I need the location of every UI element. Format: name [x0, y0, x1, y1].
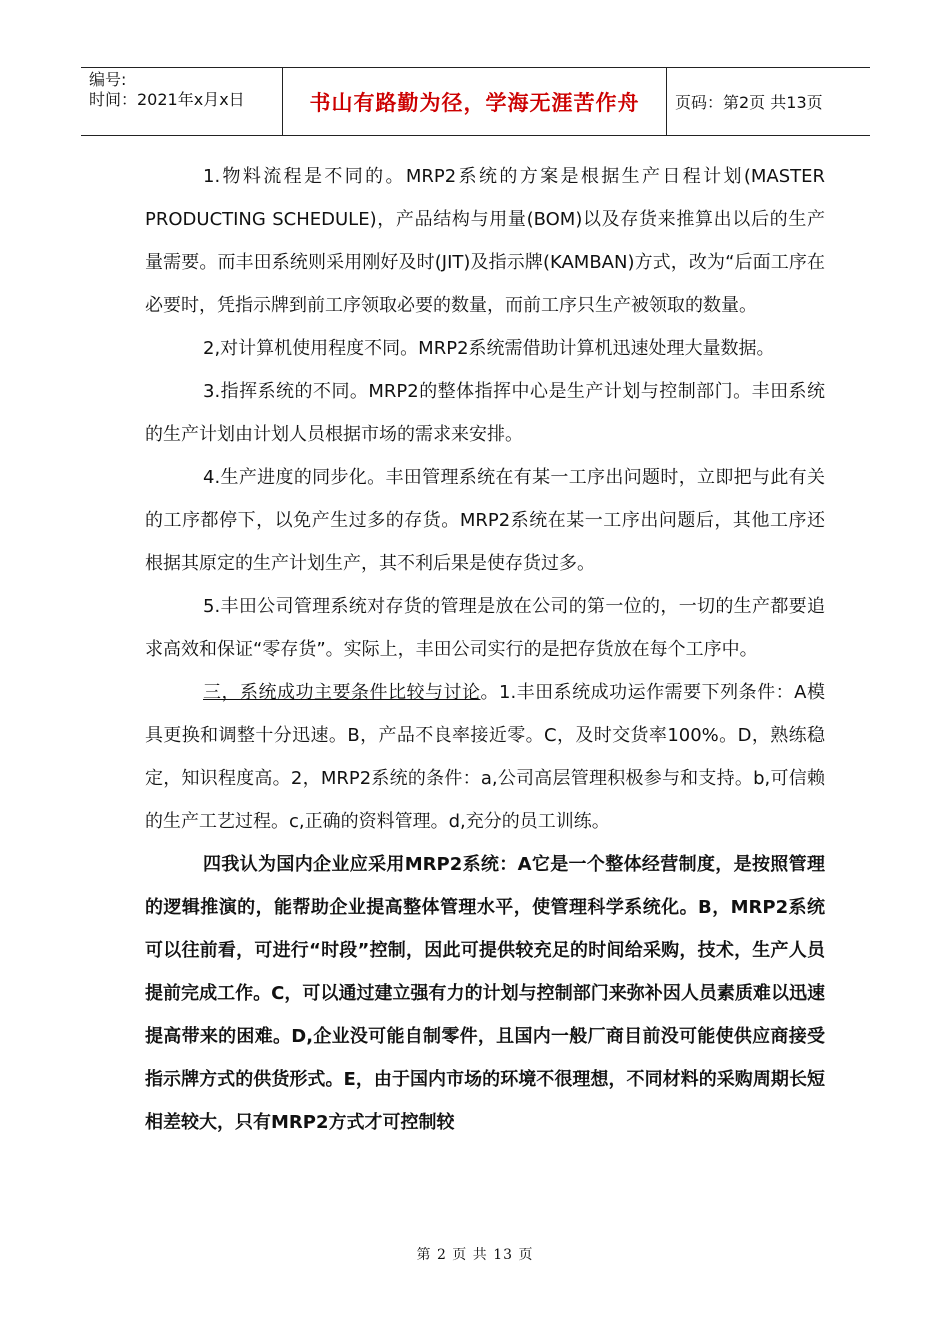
page-footer: 第 2 页 共 13 页 [416, 1247, 534, 1263]
page-indicator: 页码：第2页 共13页 [675, 93, 823, 112]
header-info [81, 68, 282, 135]
section-3-text: 。1.丰田系统成功运作需要下列条件：A模具更换和调整十分迅速。B，产品不良率接近零。C，及时交货率100%。D，熟练稳定，知识程度高。2，MRP2系统的条件：a,公司高层管理积极参与和支持。b,可信赖的生产工艺过程。c,正确的资料管理。d,充分的员工训练。 [145, 682, 825, 832]
paragraph-2: 2,对计算机使用程度不同。MRP2系统需借助计算机迅速处理大量数据。 [203, 338, 775, 359]
paragraph-5: 5.丰田公司管理系统对存货的管理是放在公司的第一位的，一切的生产都要追求高效和保证“零存货”。实际上，丰田公司实行的是把存货放在每个工序中。 [145, 596, 825, 660]
number-label: 编号: [89, 70, 127, 89]
document-body [145, 155, 825, 1144]
paragraph-3: 3.指挥系统的不同。MRP2的整体指挥中心是生产计划与控制部门。丰田系统的生产计划由计划人员根据市场的需求来安排。 [145, 381, 825, 445]
section-3-paragraph [145, 671, 825, 843]
time-label: 时间：2021年x月x日 [89, 90, 245, 109]
paragraph-1: 1.物料流程是不同的。MRP2系统的方案是根据生产日程计划(MASTER PRODUCTING SCHEDULE)，产品结构与用量(BOM)以及存货来推算出以后的生产量需要。而丰田系统则采用刚好及时(JIT)及指示牌(KAMBAN)方式，改为“后面工序在必要时，凭指示牌到前工序领取必要的数量，而前工序只生产被领取的数量。 [145, 166, 825, 316]
paragraph-4: 4.生产进度的同步化。丰田管理系统在有某一工序出问题时，立即把与此有关的工序都停下，以免产生过多的存货。MRP2系统在某一工序出问题后，其他工序还根据其原定的生产计划生产，其不利后果是使存货过多。 [145, 467, 825, 574]
section-3-heading: 三，系统成功主要条件比较与讨论 [203, 682, 481, 703]
motto: 书山有路勤为径，学海无涯苦作舟 [282, 68, 667, 135]
section-4-paragraph: 四我认为国内企业应采用MRP2系统：A它是一个整体经营制度，是按照管理的逻辑推演的，能帮助企业提高整体管理水平，使管理科学系统化。B，MRP2系统可以往前看，可进行“时段”控制，因此可提供较充足的时间给采购，技术，生产人员提前完成工作。C，可以通过建立强有力的计划与控制部门来弥补因人员素质难以迅速提高带来的困难。D,企业没可能自制零件，且国内一般厂商目前没可能使供应商接受指示牌方式的供货形式。E，由于国内市场的环境不很理想，不同材料的采购周期长短相差较大，只有MRP2方式才可控制较 [145, 854, 825, 1133]
document-header [81, 67, 870, 136]
